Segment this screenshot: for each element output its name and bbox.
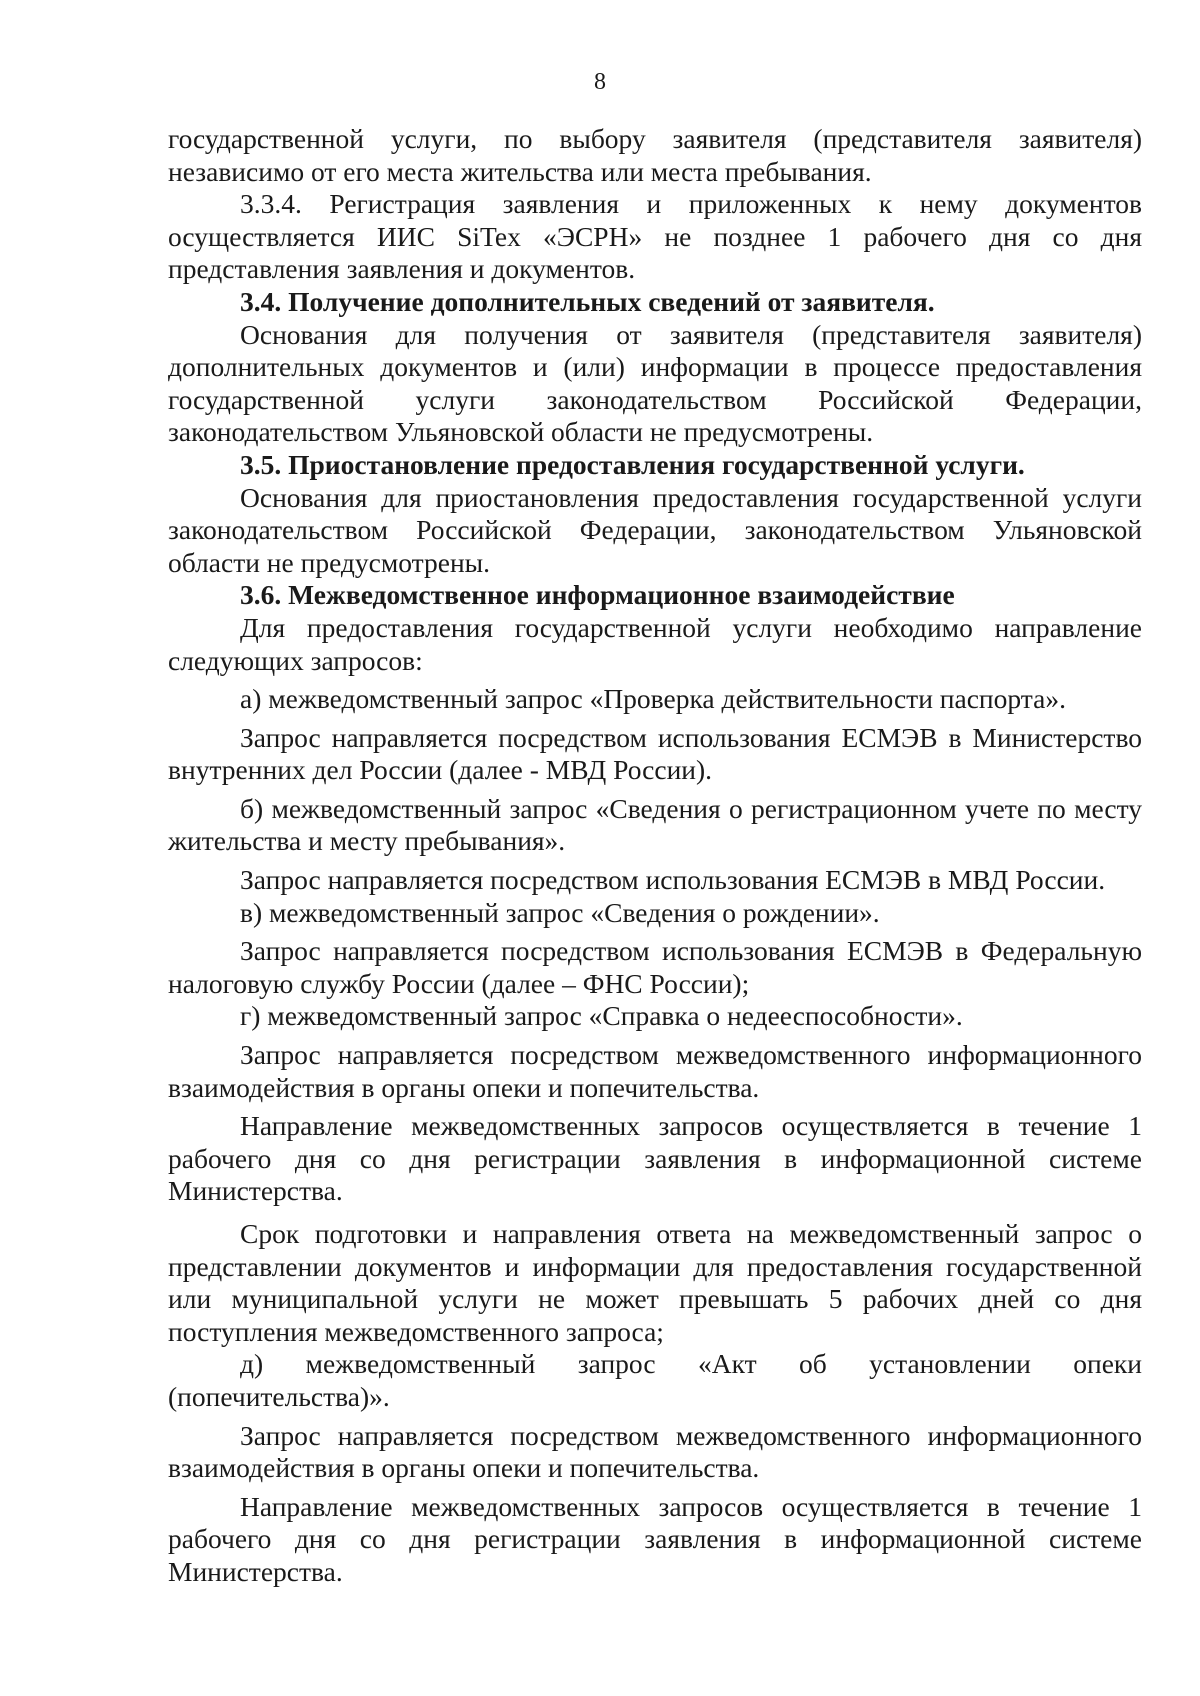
paragraph-3-6-intro: Для предоставления государственной услуги необходимо направление следующих запросов: [168,611,1142,676]
section-heading-3-5: 3.5. Приостановление предоставления государственной услуги. [240,448,1025,480]
list-item-b: б) межведомственный запрос «Сведения о регистрационном учете по месту жительства и месту пребывания». [168,792,1142,857]
paragraph-response-term: Срок подготовки и направления ответа на межведомственный запрос о представлении документов и информации для предоставления государственной или муниципальной услуги не может превышать 5 рабочих дней со дня поступления межведомственного запроса; [168,1218,1142,1347]
paragraph-direction-2: Направление межведомственных запросов осуществляется в течение 1 рабочего дня со дня регистрации заявления в информационной системе Министерства. [168,1490,1142,1587]
paragraph-3-5-body: Основания для приостановления предоставления государственной услуги законодательством Российской Федерации, законодательством Ульяновской области не предусмотрены. [168,481,1142,578]
paragraph-request-a: Запрос направляется посредством использования ЕСМЭВ в Министерство внутренних дел России (далее - МВД России). [168,721,1142,786]
list-item-a: а) межведомственный запрос «Проверка действительности паспорта». [240,683,1066,715]
document-body [168,123,1142,1589]
paragraph-3-4-body: Основания для получения от заявителя (представителя заявителя) дополнительных документов и (или) информации в процессе предоставления государственной услуги законодательством Российской Федерации, законодательством Ульяновской области не предусмотрены. [168,318,1142,448]
paragraph-request-b: Запрос направляется посредством использования ЕСМЭВ в МВД России. [240,864,1106,896]
paragraph-continuation: государственной услуги, по выбору заявителя (представителя заявителя) независимо от его места жительства или места пребывания. [168,123,1142,187]
paragraph-direction-1: Направление межведомственных запросов осуществляется в течение 1 рабочего дня со дня регистрации заявления в информационной системе Министерства. [168,1110,1142,1207]
list-item-v: в) межведомственный запрос «Сведения о рождении». [240,896,880,928]
list-item-g: г) межведомственный запрос «Справка о недееспособности». [240,1000,963,1032]
page-number: 8 [594,69,606,95]
paragraph-request-v: Запрос направляется посредством использования ЕСМЭВ в Федеральную налоговую службу России (далее – ФНС России); [168,935,1142,999]
section-heading-3-4: 3.4. Получение дополнительных сведений от заявителя. [240,285,935,317]
paragraph-request-d: Запрос направляется посредством межведомственного информационного взаимодействия в органы опеки и попечительства. [168,1419,1142,1484]
paragraph-request-g: Запрос направляется посредством межведомственного информационного взаимодействия в органы опеки и попечительства. [168,1039,1142,1103]
paragraph-3-3-4: 3.3.4. Регистрация заявления и приложенных к нему документов осуществляется ИИС SiTex «ЭСРН» не позднее 1 рабочего дня со дня представления заявления и документов. [168,188,1142,285]
list-item-d: д) межведомственный запрос «Акт об установлении опеки (попечительства)». [168,1348,1142,1412]
section-heading-3-6: 3.6. Межведомственное информационное взаимодействие [240,579,955,611]
